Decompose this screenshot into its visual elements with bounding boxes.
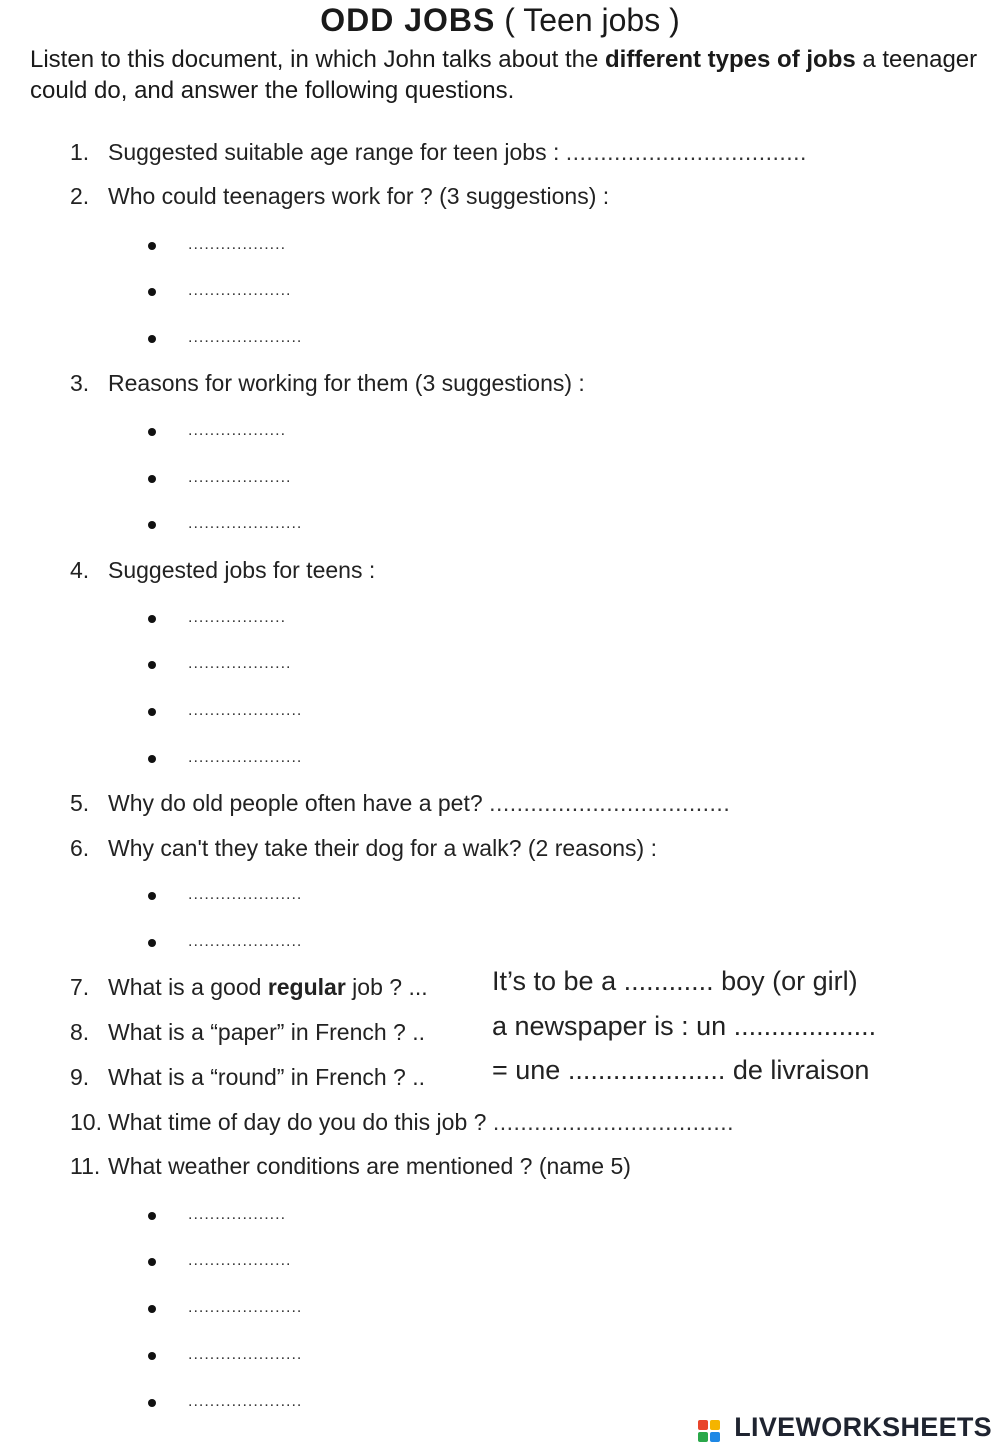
- worksheet-title: [0, 2, 1000, 39]
- question-text: Who could teenagers work for ? (3 suggestions) :: [108, 183, 610, 209]
- question-text: What is a “paper” in French ? ..: [108, 1019, 426, 1045]
- answer-blank[interactable]: .....................: [188, 749, 303, 766]
- question-4: [70, 557, 375, 584]
- question-number: 7.: [70, 974, 90, 1000]
- question-6: [70, 835, 657, 862]
- answer-blank[interactable]: .....................: [188, 933, 303, 950]
- bullet-icon: [148, 1212, 156, 1220]
- question-text: What is a “round” in French ? ..: [108, 1064, 426, 1090]
- question-number: 8.: [70, 1019, 90, 1045]
- question-number: 4.: [70, 557, 90, 583]
- bullet-icon: [148, 755, 156, 763]
- bullet-icon: [148, 1305, 156, 1313]
- bullet-icon: [148, 615, 156, 623]
- question-text: What weather conditions are mentioned ? (name 5): [108, 1153, 631, 1179]
- question-text: job ? ...: [345, 974, 428, 1000]
- bullet-icon: [148, 939, 156, 947]
- answer-blank[interactable]: ...................: [188, 655, 292, 672]
- question-text: What time of day do you do this job ?: [108, 1109, 493, 1135]
- bullet-icon: [148, 892, 156, 900]
- instructions-bold: different types of jobs: [605, 46, 856, 73]
- question-text: Reasons for working for them (3 suggestions) :: [108, 370, 585, 396]
- question-7: [70, 974, 428, 1001]
- question-5: [70, 790, 730, 817]
- answer-blank[interactable]: ..................: [188, 236, 287, 253]
- question-1: [70, 139, 807, 166]
- bullet-icon: [148, 475, 156, 483]
- question-10: [70, 1109, 734, 1136]
- answer-blank[interactable]: .....................: [188, 1346, 303, 1363]
- answer-blank[interactable]: .....................: [188, 329, 303, 346]
- bullet-icon: [148, 521, 156, 529]
- answer-blank[interactable]: ...................................: [492, 1109, 734, 1135]
- bullet-icon: [148, 242, 156, 250]
- bullet-icon: [148, 335, 156, 343]
- question-number: 11.: [70, 1153, 101, 1179]
- bullet-icon: [148, 661, 156, 669]
- answer-blank[interactable]: ..................: [188, 609, 287, 626]
- answer-blank[interactable]: .....................: [188, 702, 303, 719]
- answer-line-9[interactable]: = une ..................... de livraison: [492, 1055, 870, 1085]
- instructions-part-1: Listen to this document, in which John talks about the: [30, 46, 606, 73]
- question-11: [70, 1153, 631, 1180]
- liveworksheets-logo-icon: [698, 1420, 722, 1444]
- answer-blank[interactable]: .....................: [188, 1299, 303, 1316]
- question-number: 2.: [70, 183, 90, 209]
- question-number: 3.: [70, 370, 90, 396]
- question-text: What is a good: [108, 974, 268, 1000]
- question-3: [70, 370, 585, 397]
- answer-blank[interactable]: ...................: [188, 1252, 292, 1269]
- title-sub: ( Teen jobs ): [495, 2, 680, 38]
- answer-line-7[interactable]: It’s to be a ............ boy (or girl): [492, 966, 858, 996]
- answer-blank[interactable]: ...................................: [489, 790, 731, 816]
- instructions-part-2: a teenager could do, and answer the following questions.: [30, 46, 978, 104]
- bullet-icon: [148, 428, 156, 436]
- title-main: ODD JOBS: [320, 2, 496, 38]
- bullet-icon: [148, 708, 156, 716]
- bullet-icon: [148, 288, 156, 296]
- question-number: 5.: [70, 790, 90, 816]
- bullet-icon: [148, 1258, 156, 1266]
- answer-blank[interactable]: .....................: [188, 515, 303, 532]
- question-text-bold: regular: [267, 974, 346, 1000]
- bullet-icon: [148, 1352, 156, 1360]
- question-number: 6.: [70, 835, 90, 861]
- question-text: Why do old people often have a pet?: [108, 790, 490, 816]
- answer-blank[interactable]: .....................: [188, 1393, 303, 1410]
- answer-blank[interactable]: .....................: [188, 886, 303, 903]
- question-text: Suggested jobs for teens :: [108, 557, 376, 583]
- answer-blank[interactable]: ...................: [188, 469, 292, 486]
- answer-blank[interactable]: ..................: [188, 422, 287, 439]
- instructions: [30, 44, 980, 106]
- question-number: 1.: [70, 139, 90, 165]
- answer-line-8[interactable]: a newspaper is : un ...................: [492, 1011, 877, 1041]
- question-number: 10.: [70, 1109, 102, 1135]
- question-text: Why can't they take their dog for a walk? (2 reasons) :: [108, 835, 657, 861]
- answer-blank[interactable]: ..................: [188, 1206, 287, 1223]
- question-number: 9.: [70, 1064, 90, 1090]
- bullet-icon: [148, 1399, 156, 1407]
- question-9: [70, 1064, 425, 1091]
- answer-blank[interactable]: ...................: [188, 282, 292, 299]
- liveworksheets-logo[interactable]: LIVEWORKSHEETS: [734, 1412, 992, 1442]
- question-2: [70, 183, 609, 210]
- answer-blank[interactable]: ...................................: [565, 139, 807, 165]
- question-8: [70, 1019, 425, 1046]
- question-text: Suggested suitable age range for teen jobs :: [108, 139, 566, 165]
